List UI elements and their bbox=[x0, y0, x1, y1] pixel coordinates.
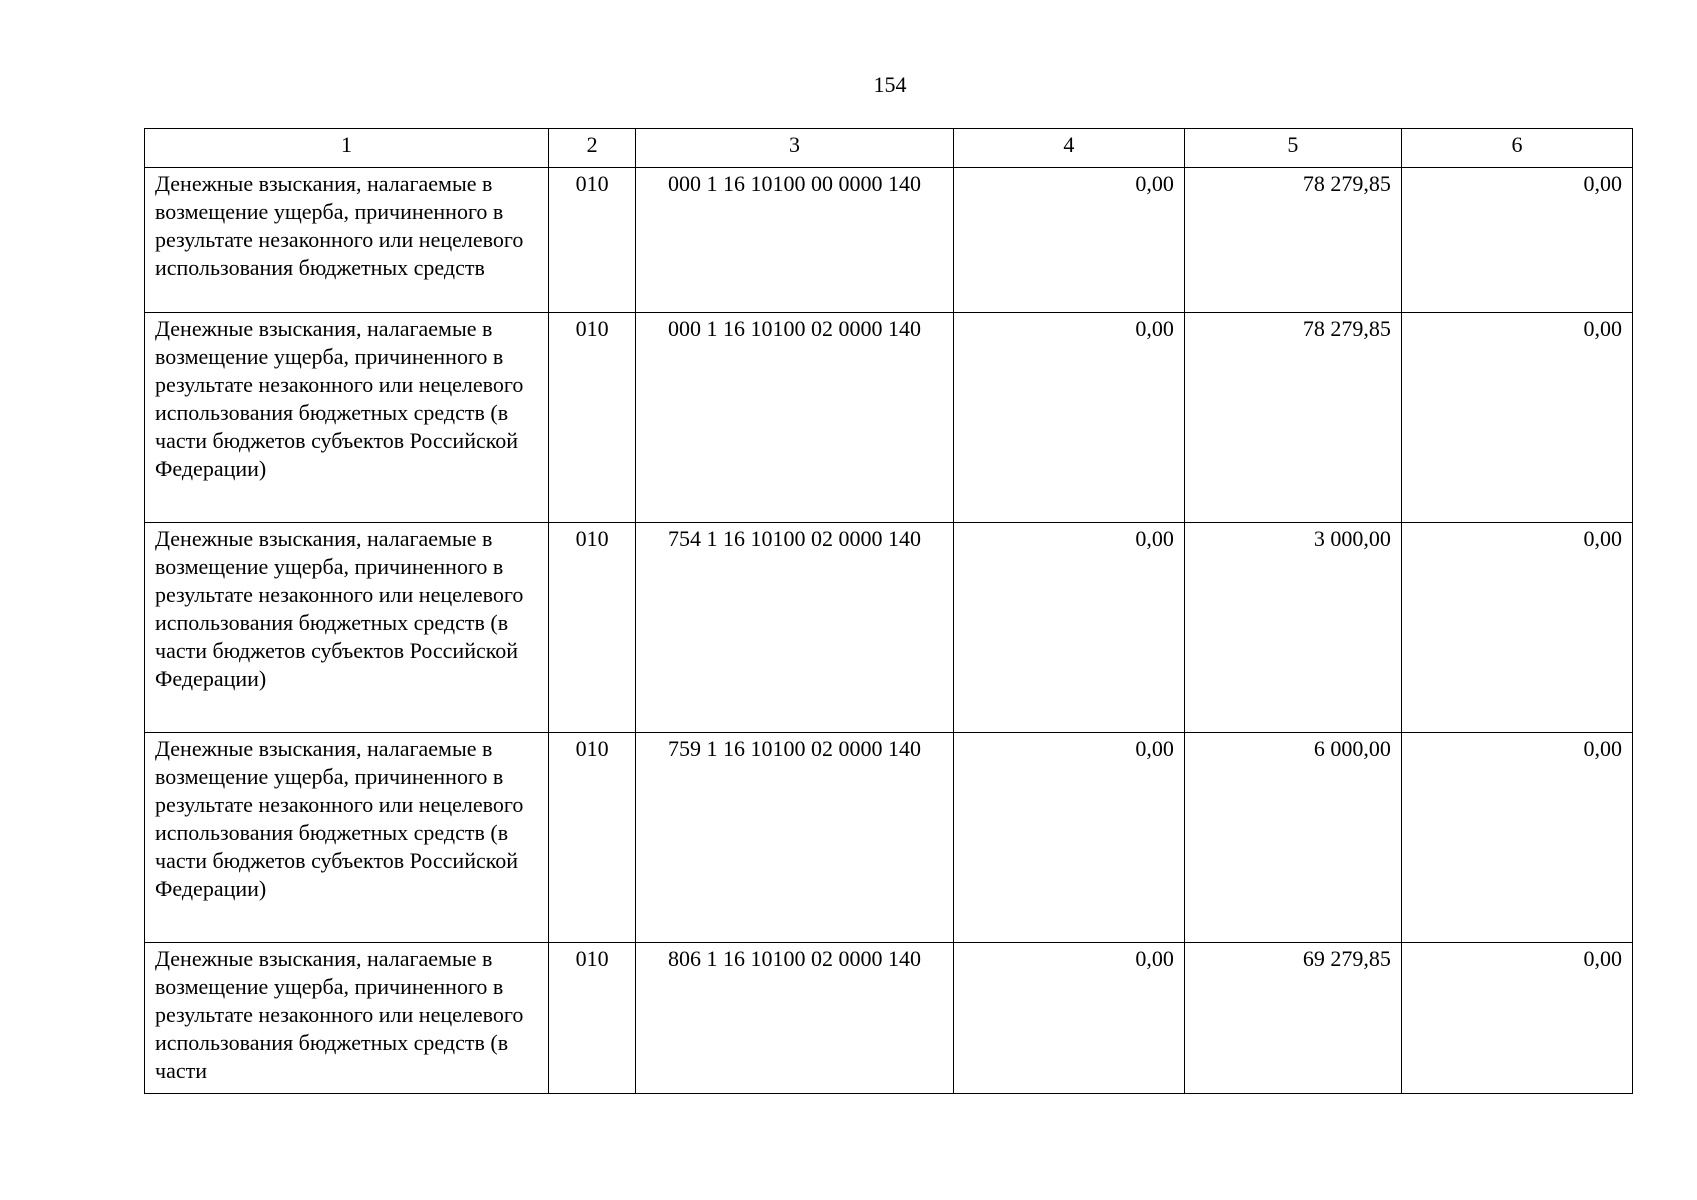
table-row bbox=[145, 943, 1633, 1094]
row-code-cell: 010 bbox=[548, 168, 635, 313]
row-name-cell: Денежные взыскания, налагаемые в возмещение ущерба, причиненного в результате незаконного или нецелевого использования бюджетных средств (в части bbox=[145, 943, 549, 1094]
row-col5-cell: 3 000,00 bbox=[1184, 523, 1401, 733]
row-col5-cell: 78 279,85 bbox=[1184, 313, 1401, 523]
row-kbk-cell: 754 1 16 10100 02 0000 140 bbox=[636, 523, 953, 733]
page-number: 154 bbox=[873, 72, 907, 97]
row-name-cell: Денежные взыскания, налагаемые в возмещение ущерба, причиненного в результате незаконного или нецелевого использования бюджетных средств (в части бюджетов субъектов Российской Федерации) bbox=[145, 523, 549, 733]
row-code-cell: 010 bbox=[548, 733, 635, 943]
row-col4-cell: 0,00 bbox=[953, 523, 1184, 733]
row-col4-cell: 0,00 bbox=[953, 313, 1184, 523]
row-col4-cell: 0,00 bbox=[953, 733, 1184, 943]
row-name-cell: Денежные взыскания, налагаемые в возмещение ущерба, причиненного в результате незаконного или нецелевого использования бюджетных средств bbox=[145, 168, 549, 313]
column-header-4: 4 bbox=[953, 129, 1184, 168]
row-col4-cell: 0,00 bbox=[953, 943, 1184, 1094]
row-col4-cell: 0,00 bbox=[953, 168, 1184, 313]
table-header-row bbox=[145, 129, 1633, 168]
row-col6-cell: 0,00 bbox=[1401, 943, 1632, 1094]
column-header-5: 5 bbox=[1184, 129, 1401, 168]
row-name-cell: Денежные взыскания, налагаемые в возмещение ущерба, причиненного в результате незаконного или нецелевого использования бюджетных средств (в части бюджетов субъектов Российской Федерации) bbox=[145, 733, 549, 943]
row-kbk-cell: 759 1 16 10100 02 0000 140 bbox=[636, 733, 953, 943]
column-header-3: 3 bbox=[636, 129, 953, 168]
row-col5-cell: 69 279,85 bbox=[1184, 943, 1401, 1094]
revenue-table bbox=[144, 128, 1633, 1094]
row-col6-cell: 0,00 bbox=[1401, 168, 1632, 313]
row-code-cell: 010 bbox=[548, 523, 635, 733]
row-col6-cell: 0,00 bbox=[1401, 523, 1632, 733]
table-row bbox=[145, 733, 1633, 943]
row-col5-cell: 78 279,85 bbox=[1184, 168, 1401, 313]
row-code-cell: 010 bbox=[548, 943, 635, 1094]
row-kbk-cell: 806 1 16 10100 02 0000 140 bbox=[636, 943, 953, 1094]
table-row bbox=[145, 313, 1633, 523]
row-kbk-cell: 000 1 16 10100 02 0000 140 bbox=[636, 313, 953, 523]
column-header-1: 1 bbox=[145, 129, 549, 168]
column-header-6: 6 bbox=[1401, 129, 1632, 168]
row-col5-cell: 6 000,00 bbox=[1184, 733, 1401, 943]
table-row bbox=[145, 523, 1633, 733]
row-name-cell: Денежные взыскания, налагаемые в возмещение ущерба, причиненного в результате незаконного или нецелевого использования бюджетных средств (в части бюджетов субъектов Российской Федерации) bbox=[145, 313, 549, 523]
row-col6-cell: 0,00 bbox=[1401, 733, 1632, 943]
row-col6-cell: 0,00 bbox=[1401, 313, 1632, 523]
table-row bbox=[145, 168, 1633, 313]
column-header-2: 2 bbox=[548, 129, 635, 168]
row-kbk-cell: 000 1 16 10100 00 0000 140 bbox=[636, 168, 953, 313]
row-code-cell: 010 bbox=[548, 313, 635, 523]
